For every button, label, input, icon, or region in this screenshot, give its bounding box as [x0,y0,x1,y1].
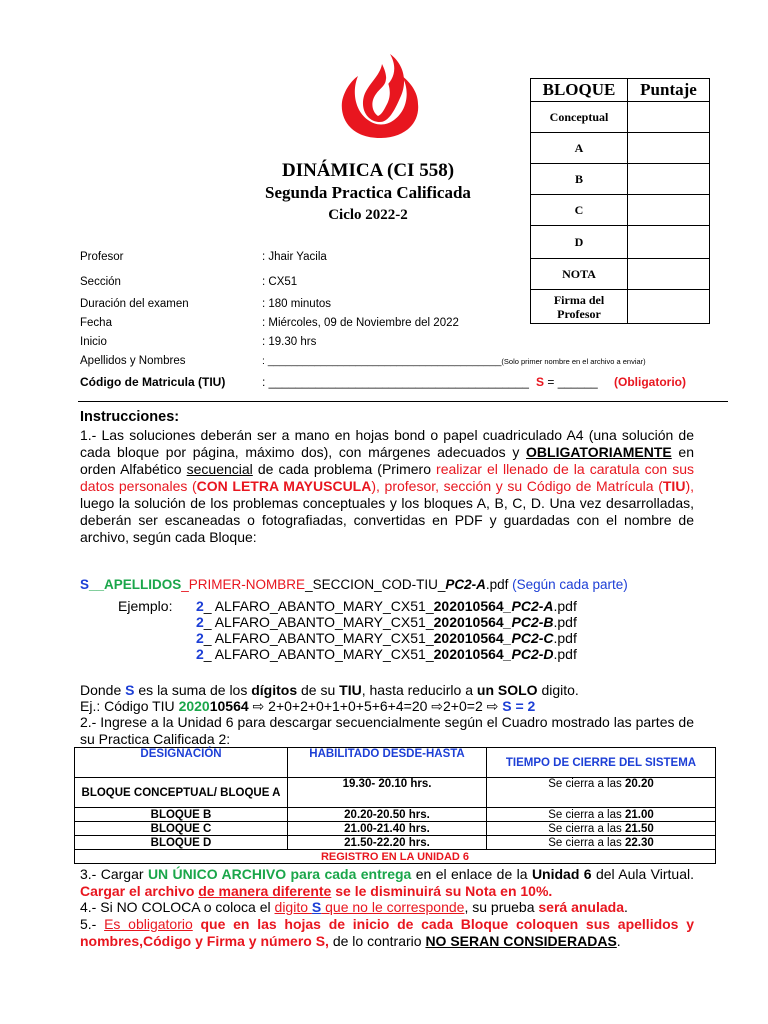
schedule-header: TIEMPO DE CIERRE DEL SISTEMA [487,748,716,778]
example-filename: 2_ ALFARO_ABANTO_MARY_CX51_202010564_PC2-D.pdf [196,646,577,662]
sum-example: Ej.: Código TIU 202010564 ⇨ 2+0+2+0+1+0+5+6+4=20 ⇨2+0=2 ⇨ S = 2 [80,698,536,714]
instruction-2: 2.- Ingrese a la Unidad 6 para descargar secuencialmente según el Cuadro mostrado las partes de su Practica Calificada 2: [80,714,694,747]
obligatorio-label: (Obligatorio) [614,375,686,389]
duracion-label: Duración del examen [80,298,189,310]
example-filename: 2_ ALFARO_ABANTO_MARY_CX51_202010564_PC2-C.pdf [196,630,577,646]
example-filename: 2_ ALFARO_ABANTO_MARY_CX51_202010564_PC2-A.pdf [196,598,577,614]
duracion-value: : 180 minutos [262,298,332,310]
score-row-label: A [531,133,628,164]
instruction-5: 5.- Es obligatorio que en las hojas de inicio de cada Bloque coloquen sus apellidos y nombres,Código y Firma y número S, de lo contrario NO SERAN CONSIDERADAS. [80,916,694,949]
seccion-label: Sección [80,276,121,288]
table-row: BLOQUE CONCEPTUAL/ BLOQUE A 19.30- 20.10 hrs. Se cierra a las 20.20 [75,778,716,808]
score-header-puntaje: Puntaje [628,79,710,102]
apellidos-label: Apellidos y Nombres [80,355,186,367]
score-cell[interactable] [628,259,710,290]
score-row-label: Firma del Profesor [531,290,628,324]
score-header-bloque: BLOQUE [531,79,628,102]
score-cell[interactable] [628,102,710,133]
schedule-header: DESIGNACIÓN [75,748,288,778]
apellidos-field[interactable] [262,355,646,367]
instruction-4: 4.- Si NO COLOCA o coloca el digito S que no le corresponde, su prueba será anulada. [80,899,628,915]
table-row: BLOQUE B 20.20-20.50 hrs. Se cierra a las 21.00 [75,808,716,822]
table-row: BLOQUE D 21.50-22.20 hrs. Se cierra a las 22.30 [75,836,716,850]
profesor-value: : Jhair Yacila [262,251,327,263]
inicio-value: : 19.30 hrs [262,336,317,348]
apellidos-note: (Solo primer nombre en el archivo a enviar) [501,357,646,366]
score-row-label: NOTA [531,259,628,290]
example-filename: 2_ ALFARO_ABANTO_MARY_CX51_202010564_PC2-B.pdf [196,614,577,630]
course-title: DINÁMICA (CI 558) [281,160,455,181]
score-cell[interactable] [628,164,710,195]
score-table [530,78,710,324]
table-row: BLOQUE C 21.00-21.40 hrs. Se cierra a las 21.50 [75,822,716,836]
score-row-label: D [531,226,628,259]
university-logo-icon [338,50,422,144]
seccion-value: : CX51 [262,276,298,288]
fecha-value: : Miércoles, 09 de Noviembre del 2022 [262,317,459,329]
cycle-label: Ciclo 2022-2 [328,207,408,223]
codigo-field[interactable] [262,375,529,389]
score-cell[interactable] [628,133,710,164]
score-row-label: Conceptual [531,102,628,133]
instructions-heading: Instrucciones: [80,409,180,425]
fecha-label: Fecha [80,317,112,329]
s-field[interactable]: S = ______ [536,375,598,389]
exam-subtitle: Segunda Practica Calificada [265,183,471,202]
apellidos-blank: : ________________________________________ [262,355,502,367]
s-blank: = ______ [544,375,598,389]
sum-explanation: Donde S es la suma de los dígitos de su TIU, hasta reducirlo a un SOLO digito. [80,682,579,698]
instruction-3: 3.- Cargar UN ÚNICO ARCHIVO para cada entrega en el enlace de la Unidad 6 del Aula Virtual. Cargar el archivo de manera diferente se le disminuirá su Nota en 10%. [80,866,695,899]
codigo-blank: : _______________________________________ [262,375,529,389]
divider [78,401,728,402]
codigo-label: Código de Matricula (TIU) [80,375,226,389]
score-cell[interactable] [628,226,710,259]
filename-format: S__APELLIDOS_PRIMER-NOMBRE_SECCION_COD-TIU_PC2-A.pdf (Según cada parte) [80,577,628,592]
schedule-footer: REGISTRO EN LA UNIDAD 6 [75,850,716,864]
score-cell[interactable] [628,195,710,226]
inicio-label: Inicio [80,336,107,348]
score-cell[interactable] [628,290,710,324]
score-row-label: C [531,195,628,226]
schedule-table [74,747,716,864]
score-row-label: B [531,164,628,195]
instruction-1: 1.- Las soluciones deberán ser a mano en hojas bond o papel cuadriculado A4 (una solución de cada bloque por página, máximo dos), con márgenes adecuados y OBLIGATORIAMENTE en orden Alfabético secuencial de cada problema (Primero realizar el llenado de la caratula con sus datos personales (CON LETRA MAYUSCULA), profesor, sección y su Código de Matrícula (TIU), luego la solución de los problemas conceptuales y los bloques A, B, C, D. Una vez desarrolladas, deberán ser escaneadas o fotografiadas, convertidas en PDF y guardadas con el nombre de archivo, según cada Bloque: [80,427,695,545]
example-label: Ejemplo: [118,598,173,614]
schedule-header: HABILITADO DESDE-HASTA [288,748,487,778]
profesor-label: Profesor [80,251,124,263]
